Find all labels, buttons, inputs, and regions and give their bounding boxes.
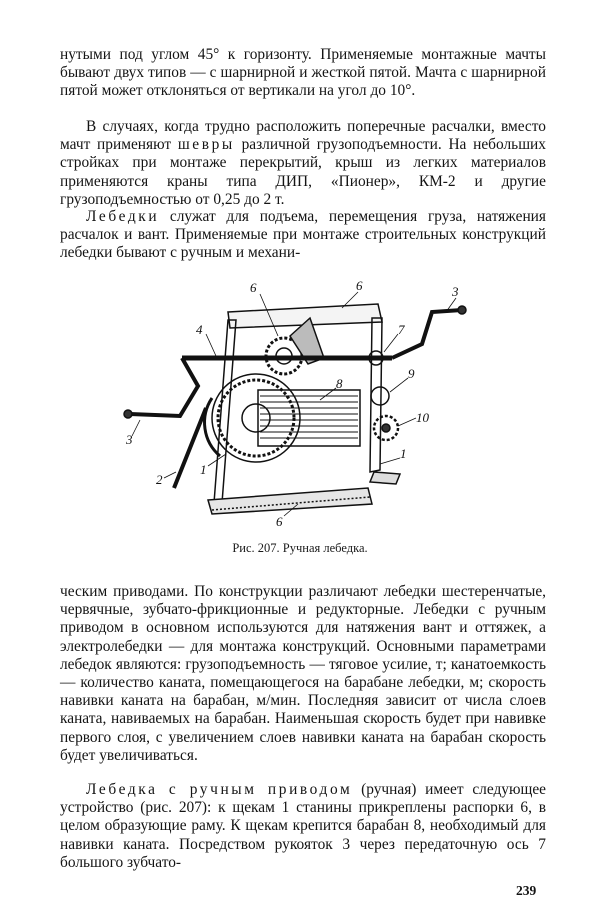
term-shevry: шевры xyxy=(177,136,235,154)
paragraph-shears xyxy=(60,118,546,209)
paragraph-winches-intro xyxy=(60,208,546,263)
paragraph-hand-winch xyxy=(60,781,546,872)
hand-winch-drawing xyxy=(110,278,470,533)
paragraph-winches-intro-end: служат для подъема, перемещения груза, натяжения расчалок и вант. Применяемые при монтаже строительных конструкций лебедки бывают с ручным и механи- xyxy=(60,208,546,262)
paragraph-shears-start: В случаях, когда трудно расположить поперечные расчалки, вместо мачт применяют xyxy=(60,118,546,154)
label-4: 4 xyxy=(196,322,203,337)
paragraph-winch-types: ческим приводами. По конструкции различают лебедки шестеренчатые, червячные, зубчато-фрикционные и редукторные. Лебедки с ручным приводом в основном используются для натяжения вант и оттяжек, а электролебедки — для монтажа конструкций. Основными параметрами лебедок являются: грузоподъемность — тяговое усилие, т; канатоемкость — количество каната, помещающегося на барабане лебедки, м; скорость навивки каната на барабан, м/мин. Последняя зависит от числа слоев каната, навиваемых на барабан. Наименьшая скорость будет при навивке первого слоя, с увеличением слоев навивки каната на барабан скорость будет увеличиваться. xyxy=(60,583,546,764)
hand-winch-figure xyxy=(110,278,470,533)
label-1-right: 1 xyxy=(400,446,407,461)
paragraph-hand-winch-end: (ручная) имеет следующее устройство (рис. 207): к щекам 1 станины прикреплены распорки 6, в целом образующие раму. К щекам крепится барабан 8, необходимый для навивки каната. Посредством рукояток 3 через передаточную ось 7 большого зубчато- xyxy=(60,781,546,871)
label-6-bottom: 6 xyxy=(276,514,283,529)
label-8: 8 xyxy=(336,376,343,391)
label-1-left: 1 xyxy=(200,462,207,477)
left-handle xyxy=(130,358,198,416)
label-6-top: 6 xyxy=(356,278,363,293)
page-number: 239 xyxy=(516,883,537,898)
label-2: 2 xyxy=(156,472,163,487)
label-6-gear: 6 xyxy=(250,280,257,295)
paragraph-shears-end: различной грузоподъемности. На небольших стройках при монтаже перекрытий, крыш из легких материалов применяются краны типа ДИП, «Пионер», КМ-2 и другие грузоподъемностью от 0,25 до 2 т. xyxy=(60,136,546,208)
figure-caption: Рис. 207. Ручная лебедка. xyxy=(232,541,368,555)
paragraph-masts: нутыми под углом 45° к горизонту. Применяемые монтажные мачты бывают двух типов — с шарнирной и жесткой пятой. Мачта с шарнирной пятой может отклоняться от вертикали на угол до 10°. xyxy=(60,46,546,100)
label-3-left: 3 xyxy=(126,432,133,447)
term-hand-winch: Лебедка с ручным приводом xyxy=(86,781,353,798)
gear-9 xyxy=(371,387,389,405)
term-lebedki: Лебедки xyxy=(86,208,160,225)
label-7: 7 xyxy=(398,322,405,337)
label-3-right: 3 xyxy=(452,284,459,299)
label-9: 9 xyxy=(408,366,415,381)
bottom-spacer xyxy=(208,488,372,514)
label-10: 10 xyxy=(416,410,429,425)
